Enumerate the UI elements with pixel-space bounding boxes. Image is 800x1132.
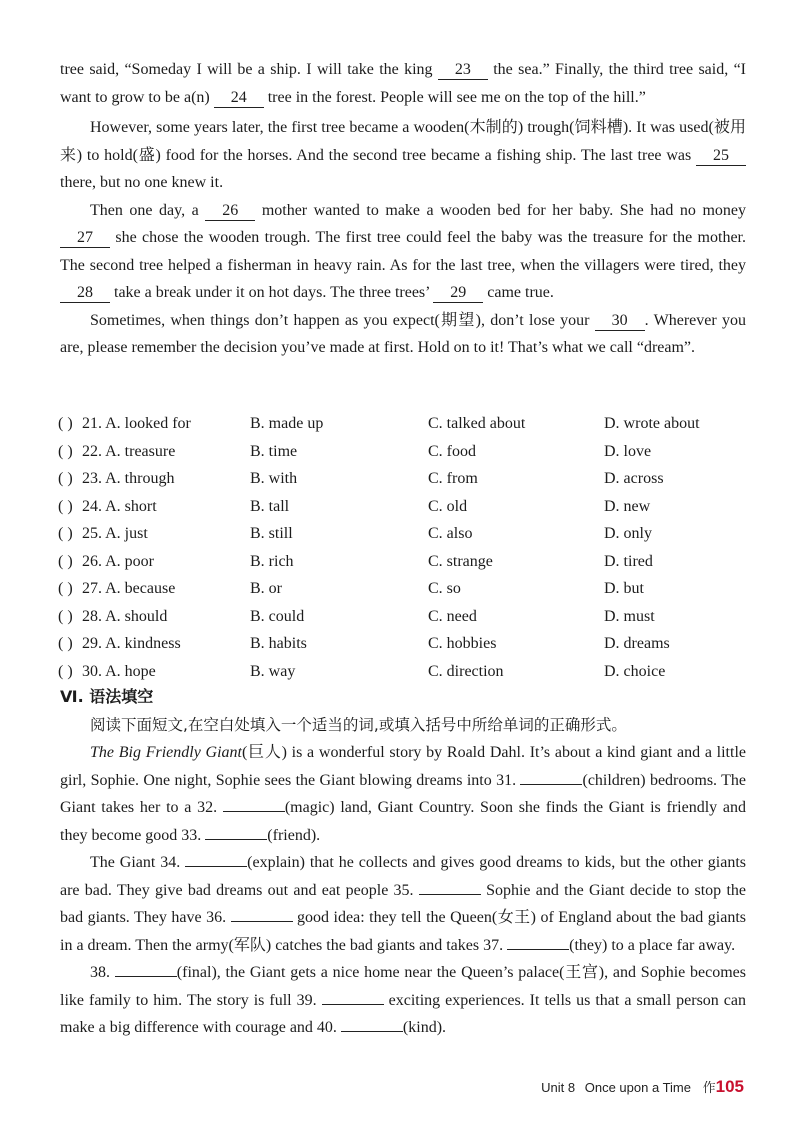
option-d: D. dreams [604, 635, 670, 652]
option-b: B. could [250, 607, 305, 625]
option-a: 24. A. short [82, 497, 157, 515]
section-instruction: 阅读下面短文,在空白处填入一个适当的词,或填入括号中所给单词的正确形式。 [90, 716, 627, 734]
option-b: B. tall [250, 497, 290, 515]
answer-box[interactable]: ( ) [58, 442, 73, 460]
option-a: 23. A. through [82, 470, 175, 487]
answer-box[interactable]: ( ) [58, 525, 73, 542]
blank-24: 24 [214, 89, 264, 108]
blank-38[interactable] [115, 962, 177, 977]
blank-33[interactable] [205, 825, 267, 840]
passage-paragraph-4: Sometimes, when things don’t happen as you expect(期望), don’t lose your 30 . Wherever you are, please remember the decision you’ve made at first. Hold on to it! That’s what we call “dream”. [60, 311, 746, 356]
option-b: B. habits [250, 635, 307, 652]
passage-paragraph-2: However, some years later, the first tree became a wooden(木制的) trough(饲料槽). It was used(被用来) to hold(盛) food for the horses. And the second tree became a fishing ship. The last tree was 25 there, but no one knew it. [60, 119, 746, 191]
option-c: C. from [428, 470, 478, 487]
homework-label: 作 [702, 1081, 716, 1096]
cloze-passage [60, 56, 746, 362]
option-d: D. must [604, 607, 655, 625]
choice-row-28 [58, 603, 758, 631]
choice-row-22 [58, 438, 758, 466]
option-a: 29. A. kindness [82, 635, 181, 652]
option-a: 26. A. poor [82, 552, 154, 570]
option-c: C. food [428, 442, 476, 460]
option-a: 27. A. because [82, 580, 176, 597]
option-b: B. rich [250, 552, 294, 570]
option-d: D. across [604, 470, 664, 487]
option-b: B. still [250, 525, 293, 542]
blank-39[interactable] [322, 990, 384, 1005]
option-d: D. love [604, 442, 652, 460]
blank-35[interactable] [419, 880, 481, 895]
answer-box[interactable]: ( ) [58, 607, 73, 625]
option-b: B. time [250, 442, 298, 460]
blank-36[interactable] [231, 907, 293, 922]
answer-box[interactable]: ( ) [58, 415, 73, 432]
answer-box[interactable]: ( ) [58, 580, 73, 597]
option-a: 25. A. just [82, 525, 148, 542]
blank-25: 25 [696, 147, 746, 166]
choice-row-30 [58, 658, 758, 686]
option-a: 22. A. treasure [82, 442, 176, 460]
option-b: B. with [250, 470, 298, 487]
blank-29: 29 [433, 284, 483, 303]
grammar-paragraph-1: The Big Friendly Giant(巨人) is a wonderful story by Roald Dahl. It’s about a kind giant and a little girl, Sophie. One night, Sophie sees the Giant blowing dreams into 31. (children) bedrooms. The Giant takes her to a 32. (magic) land, Giant Country. Soon she finds the Giant is friendly and they become good 33. (friend). [60, 744, 747, 844]
option-b: B. or [250, 580, 282, 597]
grammar-passage [60, 739, 746, 1042]
option-d: D. only [604, 525, 652, 542]
option-c: C. so [428, 580, 461, 597]
passage-paragraph-3: Then one day, a 26 mother wanted to make a wooden bed for her baby. She had no money 27 she chose the wooden trough. The first tree could feel the baby was the treasure for the mother. The second tree helped a fisherman in heavy rain. As for the last tree, when the villagers were tired, they 28 take a break under it on hot days. The three trees’ 29 came true. [60, 201, 747, 301]
grammar-paragraph-3: 38. (final), the Giant gets a nice home near the Queen’s palace(王宫), and Sophie becomes like family to him. The story is full 39. exciting experiences. It tells us that a small person can make a big difference with courage and 40. (kind). [60, 964, 747, 1036]
blank-31[interactable] [520, 770, 582, 785]
blank-28: 28 [60, 284, 110, 303]
answer-box[interactable]: ( ) [58, 497, 73, 515]
blank-34[interactable] [185, 852, 247, 867]
choice-row-29 [58, 630, 758, 658]
option-d: D. tired [604, 552, 653, 570]
option-a: 28. A. should [82, 607, 168, 625]
blank-32[interactable] [223, 797, 285, 812]
option-c: C. strange [428, 552, 493, 570]
choice-row-27 [58, 575, 758, 603]
story-title: The Big Friendly Giant [90, 744, 242, 761]
answer-box[interactable]: ( ) [58, 470, 73, 487]
blank-37[interactable] [507, 935, 569, 950]
option-a: 30. A. hope [82, 662, 156, 680]
blank-27: 27 [60, 229, 110, 248]
choice-row-24 [58, 493, 758, 521]
option-c: C. old [428, 497, 468, 515]
option-c: C. also [428, 525, 473, 542]
answer-box[interactable]: ( ) [58, 635, 73, 652]
blank-23: 23 [438, 61, 488, 80]
option-a: 21. A. looked for [82, 415, 191, 432]
option-c: C. need [428, 607, 477, 625]
choice-row-21 [58, 410, 758, 438]
grammar-paragraph-2: The Giant 34. (explain) that he collects and gives good dreams to kids, but the other giants are bad. They give bad dreams out and eat people 35. Sophie and the Giant decide to stop the bad giants. They have 36. good idea: they tell the Queen(女王) of England about the bad giants in a dream. Then the army(军队) catches the bad giants and takes 37. (they) to a place far away. [60, 854, 747, 954]
choice-list [58, 410, 758, 685]
option-d: D. choice [604, 662, 666, 680]
unit-label: Unit 8 [541, 1080, 576, 1095]
option-b: B. way [250, 662, 296, 680]
section-heading: Ⅵ. 语法填空 [60, 687, 154, 706]
choice-row-25 [58, 520, 758, 548]
page-footer [541, 1077, 744, 1097]
passage-paragraph-1: tree said, “Someday I will be a ship. I will take the king 23 the sea.” Finally, the third tree said, “I want to grow to be a(n) 24 tree in the forest. People will see me on the top of the hill.” [60, 61, 746, 106]
option-c: C. direction [428, 662, 504, 680]
answer-box[interactable]: ( ) [58, 552, 73, 570]
option-d: D. wrote about [604, 415, 700, 432]
option-c: C. hobbies [428, 635, 497, 652]
option-d: D. but [604, 580, 644, 597]
option-d: D. new [604, 497, 651, 515]
blank-40[interactable] [341, 1017, 403, 1032]
choice-row-26 [58, 548, 758, 576]
option-b: B. made up [250, 415, 324, 432]
blank-26: 26 [205, 202, 255, 221]
choice-row-23 [58, 465, 758, 493]
unit-title: Once upon a Time [584, 1080, 691, 1095]
option-c: C. talked about [428, 415, 526, 432]
answer-box[interactable]: ( ) [58, 662, 73, 680]
blank-30: 30 [595, 312, 645, 331]
page-number: 105 [715, 1077, 744, 1096]
